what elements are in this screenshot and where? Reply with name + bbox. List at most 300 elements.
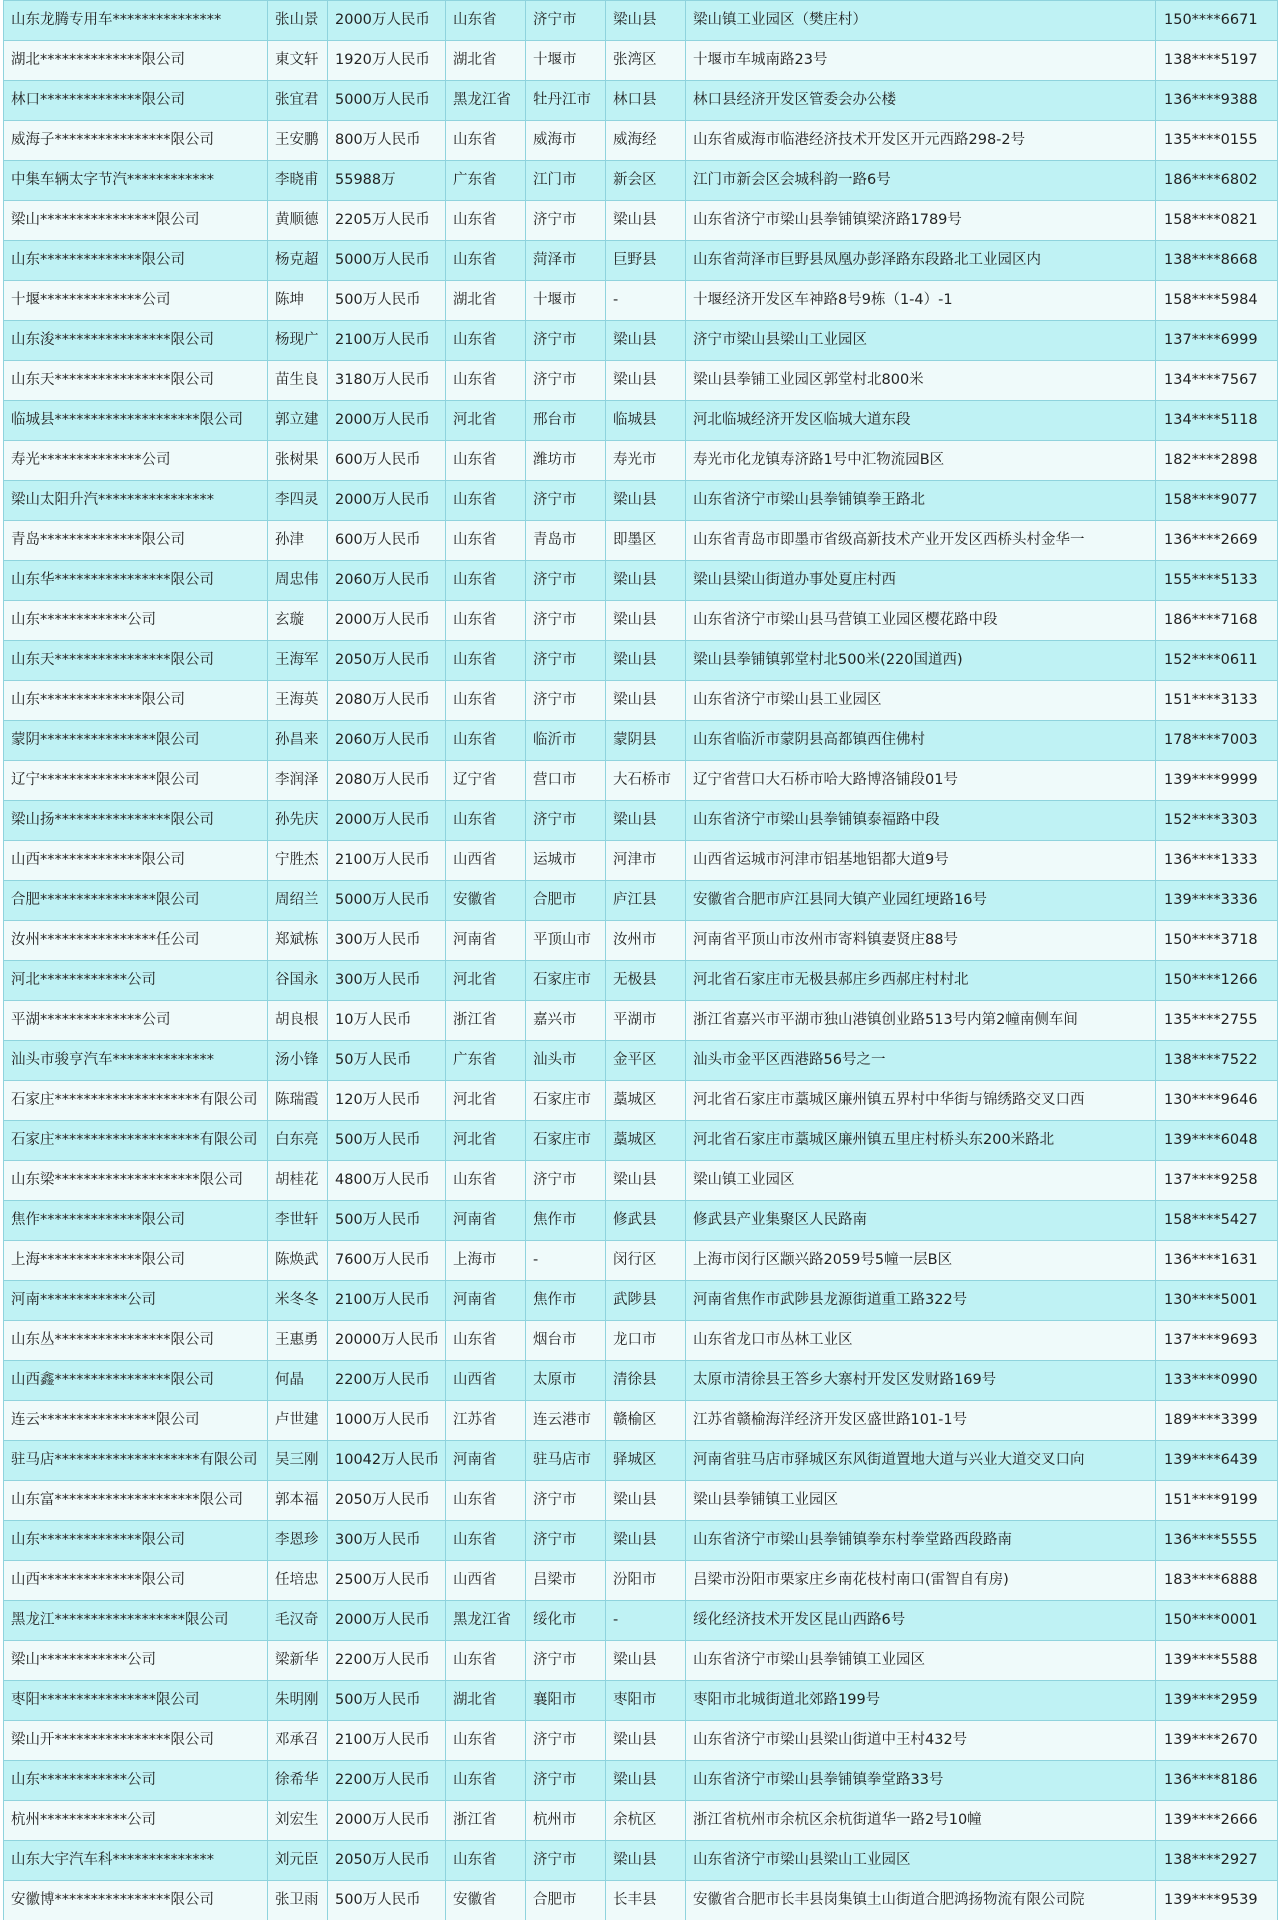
legal-rep-cell: 杨现广 bbox=[268, 321, 328, 361]
city-cell: 济宁市 bbox=[526, 1521, 606, 1561]
province-cell: 山东省 bbox=[446, 601, 526, 641]
table-row bbox=[4, 1801, 1278, 1841]
table-row bbox=[4, 241, 1278, 281]
province-cell: 山东省 bbox=[446, 1641, 526, 1681]
city-cell: 襄阳市 bbox=[526, 1681, 606, 1721]
district-cell: 蒙阴县 bbox=[606, 721, 686, 761]
registered-capital-cell: 2000万人民币 bbox=[328, 801, 446, 841]
province-cell: 山东省 bbox=[446, 121, 526, 161]
phone-cell: 139****6439 bbox=[1156, 1441, 1278, 1481]
address-cell: 江苏省赣榆海洋经济开发区盛世路101-1号 bbox=[686, 1401, 1156, 1441]
company-name-cell: 山东**************限公司 bbox=[4, 681, 268, 721]
legal-rep-cell: 陈焕武 bbox=[268, 1241, 328, 1281]
registered-capital-cell: 2060万人民币 bbox=[328, 561, 446, 601]
registered-capital-cell: 2060万人民币 bbox=[328, 721, 446, 761]
address-cell: 河北省石家庄市无极县郝庄乡西郝庄村村北 bbox=[686, 961, 1156, 1001]
district-cell: 清徐县 bbox=[606, 1361, 686, 1401]
address-cell: 山东省青岛市即墨市省级高新技术产业开发区西桥头村金华一 bbox=[686, 521, 1156, 561]
phone-cell: 152****0611 bbox=[1156, 641, 1278, 681]
province-cell: 山东省 bbox=[446, 561, 526, 601]
legal-rep-cell: 朱明刚 bbox=[268, 1681, 328, 1721]
registered-capital-cell: 2200万人民币 bbox=[328, 1761, 446, 1801]
company-name-cell: 连云****************限公司 bbox=[4, 1401, 268, 1441]
company-name-cell: 山东丛****************限公司 bbox=[4, 1321, 268, 1361]
table-row bbox=[4, 81, 1278, 121]
table-row bbox=[4, 1081, 1278, 1121]
address-cell: 河南省焦作市武陟县龙源街道重工路322号 bbox=[686, 1281, 1156, 1321]
phone-cell: 134****7567 bbox=[1156, 361, 1278, 401]
address-cell: 山西省运城市河津市铝基地铝都大道9号 bbox=[686, 841, 1156, 881]
address-cell: 河北省石家庄市藁城区廉州镇五里庄村桥头东200米路北 bbox=[686, 1121, 1156, 1161]
district-cell: 梁山县 bbox=[606, 1761, 686, 1801]
legal-rep-cell: 吴三刚 bbox=[268, 1441, 328, 1481]
city-cell: 驻马店市 bbox=[526, 1441, 606, 1481]
phone-cell: 158****0821 bbox=[1156, 201, 1278, 241]
phone-cell: 158****5984 bbox=[1156, 281, 1278, 321]
company-name-cell: 石家庄********************有限公司 bbox=[4, 1121, 268, 1161]
address-cell: 山东省临沂市蒙阴县高都镇西住佛村 bbox=[686, 721, 1156, 761]
legal-rep-cell: 汤小锋 bbox=[268, 1041, 328, 1081]
legal-rep-cell: 张树果 bbox=[268, 441, 328, 481]
table-row bbox=[4, 161, 1278, 201]
city-cell: 平顶山市 bbox=[526, 921, 606, 961]
table-row bbox=[4, 41, 1278, 81]
city-cell: 十堰市 bbox=[526, 41, 606, 81]
legal-rep-cell: 東文轩 bbox=[268, 41, 328, 81]
registered-capital-cell: 1920万人民币 bbox=[328, 41, 446, 81]
city-cell: 菏泽市 bbox=[526, 241, 606, 281]
district-cell: 汝州市 bbox=[606, 921, 686, 961]
legal-rep-cell: 孙昌来 bbox=[268, 721, 328, 761]
province-cell: 河北省 bbox=[446, 401, 526, 441]
address-cell: 安徽省合肥市长丰县岗集镇土山街道合肥鸿扬物流有限公司院 bbox=[686, 1881, 1156, 1920]
company-name-cell: 中集车辆太字节汽************ bbox=[4, 161, 268, 201]
legal-rep-cell: 米冬冬 bbox=[268, 1281, 328, 1321]
phone-cell: 138****7522 bbox=[1156, 1041, 1278, 1081]
company-name-cell: 上海**************限公司 bbox=[4, 1241, 268, 1281]
legal-rep-cell: 张卫雨 bbox=[268, 1881, 328, 1920]
city-cell: 济宁市 bbox=[526, 601, 606, 641]
table-row bbox=[4, 481, 1278, 521]
province-cell: 山东省 bbox=[446, 321, 526, 361]
address-cell: 上海市闵行区颛兴路2059号5幢一层B区 bbox=[686, 1241, 1156, 1281]
province-cell: 河南省 bbox=[446, 1281, 526, 1321]
registered-capital-cell: 500万人民币 bbox=[328, 1121, 446, 1161]
province-cell: 山东省 bbox=[446, 241, 526, 281]
district-cell: 武陟县 bbox=[606, 1281, 686, 1321]
legal-rep-cell: 李四灵 bbox=[268, 481, 328, 521]
company-name-cell: 安徽博****************限公司 bbox=[4, 1881, 268, 1920]
table-row bbox=[4, 841, 1278, 881]
legal-rep-cell: 徐希华 bbox=[268, 1761, 328, 1801]
phone-cell: 151****9199 bbox=[1156, 1481, 1278, 1521]
phone-cell: 136****8186 bbox=[1156, 1761, 1278, 1801]
registered-capital-cell: 3180万人民币 bbox=[328, 361, 446, 401]
table-body bbox=[4, 1, 1278, 1920]
address-cell: 梁山县梁山街道办事处夏庄村西 bbox=[686, 561, 1156, 601]
province-cell: 山东省 bbox=[446, 521, 526, 561]
registered-capital-cell: 55988万 bbox=[328, 161, 446, 201]
table-row bbox=[4, 1681, 1278, 1721]
address-cell: 辽宁省营口大石桥市哈大路博洛铺段01号 bbox=[686, 761, 1156, 801]
company-name-cell: 青岛**************限公司 bbox=[4, 521, 268, 561]
table-row bbox=[4, 1561, 1278, 1601]
city-cell: 济宁市 bbox=[526, 1161, 606, 1201]
table-row bbox=[4, 321, 1278, 361]
registered-capital-cell: 2205万人民币 bbox=[328, 201, 446, 241]
table-row bbox=[4, 681, 1278, 721]
registered-capital-cell: 2500万人民币 bbox=[328, 1561, 446, 1601]
address-cell: 山东省济宁市梁山县梁山街道中王村432号 bbox=[686, 1721, 1156, 1761]
table-row bbox=[4, 1361, 1278, 1401]
province-cell: 山西省 bbox=[446, 1361, 526, 1401]
company-name-cell: 林口**************限公司 bbox=[4, 81, 268, 121]
company-name-cell: 寿光**************公司 bbox=[4, 441, 268, 481]
legal-rep-cell: 陈坤 bbox=[268, 281, 328, 321]
registered-capital-cell: 2000万人民币 bbox=[328, 601, 446, 641]
company-name-cell: 驻马店********************有限公司 bbox=[4, 1441, 268, 1481]
province-cell: 湖北省 bbox=[446, 41, 526, 81]
registered-capital-cell: 500万人民币 bbox=[328, 1681, 446, 1721]
company-name-cell: 山东梁********************限公司 bbox=[4, 1161, 268, 1201]
address-cell: 河北临城经济开发区临城大道东段 bbox=[686, 401, 1156, 441]
company-name-cell: 湖北**************限公司 bbox=[4, 41, 268, 81]
district-cell: 枣阳市 bbox=[606, 1681, 686, 1721]
province-cell: 河南省 bbox=[446, 921, 526, 961]
address-cell: 林口县经济开发区管委会办公楼 bbox=[686, 81, 1156, 121]
company-name-cell: 枣阳****************限公司 bbox=[4, 1681, 268, 1721]
province-cell: 山东省 bbox=[446, 441, 526, 481]
company-name-cell: 十堰**************公司 bbox=[4, 281, 268, 321]
table-row bbox=[4, 1201, 1278, 1241]
province-cell: 山东省 bbox=[446, 641, 526, 681]
province-cell: 山西省 bbox=[446, 1561, 526, 1601]
province-cell: 河北省 bbox=[446, 1121, 526, 1161]
phone-cell: 137****9258 bbox=[1156, 1161, 1278, 1201]
phone-cell: 158****5427 bbox=[1156, 1201, 1278, 1241]
province-cell: 山东省 bbox=[446, 801, 526, 841]
city-cell: 杭州市 bbox=[526, 1801, 606, 1841]
city-cell: 江门市 bbox=[526, 161, 606, 201]
city-cell: 济宁市 bbox=[526, 1641, 606, 1681]
registered-capital-cell: 2200万人民币 bbox=[328, 1641, 446, 1681]
registered-capital-cell: 2100万人民币 bbox=[328, 1281, 446, 1321]
phone-cell: 186****6802 bbox=[1156, 161, 1278, 201]
city-cell: 济宁市 bbox=[526, 481, 606, 521]
city-cell: 济宁市 bbox=[526, 1481, 606, 1521]
registered-capital-cell: 10万人民币 bbox=[328, 1001, 446, 1041]
phone-cell: 136****5555 bbox=[1156, 1521, 1278, 1561]
address-cell: 梁山县拳铺镇郭堂村北500米(220国道西) bbox=[686, 641, 1156, 681]
table-row bbox=[4, 1761, 1278, 1801]
company-name-cell: 梁山****************限公司 bbox=[4, 201, 268, 241]
district-cell: - bbox=[606, 1601, 686, 1641]
district-cell: 梁山县 bbox=[606, 481, 686, 521]
phone-cell: 135****0155 bbox=[1156, 121, 1278, 161]
registered-capital-cell: 10042万人民币 bbox=[328, 1441, 446, 1481]
registered-capital-cell: 7600万人民币 bbox=[328, 1241, 446, 1281]
district-cell: 梁山县 bbox=[606, 681, 686, 721]
province-cell: 河北省 bbox=[446, 1081, 526, 1121]
province-cell: 山东省 bbox=[446, 481, 526, 521]
city-cell: 石家庄市 bbox=[526, 1121, 606, 1161]
address-cell: 山东省济宁市梁山县拳铺镇拳东村拳堂路西段路南 bbox=[686, 1521, 1156, 1561]
district-cell: 庐江县 bbox=[606, 881, 686, 921]
legal-rep-cell: 梁新华 bbox=[268, 1641, 328, 1681]
district-cell: 藁城区 bbox=[606, 1081, 686, 1121]
phone-cell: 183****6888 bbox=[1156, 1561, 1278, 1601]
legal-rep-cell: 郭本福 bbox=[268, 1481, 328, 1521]
city-cell: 石家庄市 bbox=[526, 961, 606, 1001]
district-cell: 平湖市 bbox=[606, 1001, 686, 1041]
legal-rep-cell: 孙津 bbox=[268, 521, 328, 561]
address-cell: 河北省石家庄市藁城区廉州镇五界村中华街与锦绣路交叉口西 bbox=[686, 1081, 1156, 1121]
district-cell: 梁山县 bbox=[606, 1161, 686, 1201]
table-row bbox=[4, 1601, 1278, 1641]
city-cell: 焦作市 bbox=[526, 1201, 606, 1241]
company-name-cell: 山西**************限公司 bbox=[4, 841, 268, 881]
legal-rep-cell: 白东亮 bbox=[268, 1121, 328, 1161]
phone-cell: 136****2669 bbox=[1156, 521, 1278, 561]
table-row bbox=[4, 721, 1278, 761]
registered-capital-cell: 300万人民币 bbox=[328, 961, 446, 1001]
table-row bbox=[4, 1121, 1278, 1161]
phone-cell: 137****6999 bbox=[1156, 321, 1278, 361]
district-cell: - bbox=[606, 281, 686, 321]
company-name-cell: 山西鑫****************限公司 bbox=[4, 1361, 268, 1401]
legal-rep-cell: 玄璇 bbox=[268, 601, 328, 641]
legal-rep-cell: 李恩珍 bbox=[268, 1521, 328, 1561]
company-name-cell: 黑龙江******************限公司 bbox=[4, 1601, 268, 1641]
province-cell: 山东省 bbox=[446, 681, 526, 721]
company-name-cell: 焦作**************限公司 bbox=[4, 1201, 268, 1241]
province-cell: 山东省 bbox=[446, 361, 526, 401]
province-cell: 山西省 bbox=[446, 841, 526, 881]
company-name-cell: 梁山开****************限公司 bbox=[4, 1721, 268, 1761]
address-cell: 山东省济宁市梁山县梁山工业园区 bbox=[686, 1841, 1156, 1881]
city-cell: 吕梁市 bbox=[526, 1561, 606, 1601]
phone-cell: 139****6048 bbox=[1156, 1121, 1278, 1161]
phone-cell: 152****3303 bbox=[1156, 801, 1278, 841]
registered-capital-cell: 2050万人民币 bbox=[328, 1841, 446, 1881]
table-row bbox=[4, 121, 1278, 161]
address-cell: 安徽省合肥市庐江县同大镇产业园红埂路16号 bbox=[686, 881, 1156, 921]
table-row bbox=[4, 801, 1278, 841]
table-row bbox=[4, 1001, 1278, 1041]
legal-rep-cell: 任培忠 bbox=[268, 1561, 328, 1601]
province-cell: 山东省 bbox=[446, 1521, 526, 1561]
company-table bbox=[3, 0, 1278, 1920]
registered-capital-cell: 20000万人民币 bbox=[328, 1321, 446, 1361]
phone-cell: 138****8668 bbox=[1156, 241, 1278, 281]
registered-capital-cell: 300万人民币 bbox=[328, 1521, 446, 1561]
table-row bbox=[4, 201, 1278, 241]
district-cell: 余杭区 bbox=[606, 1801, 686, 1841]
city-cell: 济宁市 bbox=[526, 1, 606, 41]
province-cell: 广东省 bbox=[446, 161, 526, 201]
city-cell: 济宁市 bbox=[526, 1721, 606, 1761]
address-cell: 寿光市化龙镇寿济路1号中汇物流园B区 bbox=[686, 441, 1156, 481]
district-cell: 驿城区 bbox=[606, 1441, 686, 1481]
legal-rep-cell: 李世轩 bbox=[268, 1201, 328, 1241]
address-cell: 汕头市金平区西港路56号之一 bbox=[686, 1041, 1156, 1081]
district-cell: 梁山县 bbox=[606, 1841, 686, 1881]
legal-rep-cell: 孙先庆 bbox=[268, 801, 328, 841]
legal-rep-cell: 胡桂花 bbox=[268, 1161, 328, 1201]
province-cell: 山东省 bbox=[446, 1, 526, 41]
city-cell: 邢台市 bbox=[526, 401, 606, 441]
legal-rep-cell: 张山景 bbox=[268, 1, 328, 41]
registered-capital-cell: 2100万人民币 bbox=[328, 1721, 446, 1761]
province-cell: 湖北省 bbox=[446, 1681, 526, 1721]
city-cell: 合肥市 bbox=[526, 1881, 606, 1920]
province-cell: 山东省 bbox=[446, 1161, 526, 1201]
registered-capital-cell: 120万人民币 bbox=[328, 1081, 446, 1121]
legal-rep-cell: 卢世建 bbox=[268, 1401, 328, 1441]
phone-cell: 133****0990 bbox=[1156, 1361, 1278, 1401]
table-row bbox=[4, 761, 1278, 801]
district-cell: 新会区 bbox=[606, 161, 686, 201]
district-cell: 金平区 bbox=[606, 1041, 686, 1081]
phone-cell: 138****2927 bbox=[1156, 1841, 1278, 1881]
city-cell: 石家庄市 bbox=[526, 1081, 606, 1121]
phone-cell: 182****2898 bbox=[1156, 441, 1278, 481]
address-cell: 山东省济宁市梁山县拳铺镇工业园区 bbox=[686, 1641, 1156, 1681]
registered-capital-cell: 2080万人民币 bbox=[328, 761, 446, 801]
company-name-cell: 山东************公司 bbox=[4, 601, 268, 641]
table-row bbox=[4, 921, 1278, 961]
city-cell: 济宁市 bbox=[526, 641, 606, 681]
table-row bbox=[4, 1401, 1278, 1441]
table-row bbox=[4, 1321, 1278, 1361]
address-cell: 十堰市车城南路23号 bbox=[686, 41, 1156, 81]
company-name-cell: 梁山扬****************限公司 bbox=[4, 801, 268, 841]
registered-capital-cell: 5000万人民币 bbox=[328, 881, 446, 921]
registered-capital-cell: 2000万人民币 bbox=[328, 1601, 446, 1641]
district-cell: 龙口市 bbox=[606, 1321, 686, 1361]
company-name-cell: 梁山太阳升汽**************** bbox=[4, 481, 268, 521]
province-cell: 上海市 bbox=[446, 1241, 526, 1281]
company-name-cell: 梁山************公司 bbox=[4, 1641, 268, 1681]
province-cell: 山东省 bbox=[446, 721, 526, 761]
phone-cell: 158****9077 bbox=[1156, 481, 1278, 521]
company-name-cell: 山东**************限公司 bbox=[4, 241, 268, 281]
city-cell: 十堰市 bbox=[526, 281, 606, 321]
registered-capital-cell: 2050万人民币 bbox=[328, 1481, 446, 1521]
province-cell: 广东省 bbox=[446, 1041, 526, 1081]
address-cell: 山东省济宁市梁山县拳铺镇梁济路1789号 bbox=[686, 201, 1156, 241]
district-cell: 河津市 bbox=[606, 841, 686, 881]
phone-cell: 136****9388 bbox=[1156, 81, 1278, 121]
table-row bbox=[4, 281, 1278, 321]
phone-cell: 150****6671 bbox=[1156, 1, 1278, 41]
table-row bbox=[4, 1841, 1278, 1881]
registered-capital-cell: 500万人民币 bbox=[328, 1201, 446, 1241]
registered-capital-cell: 600万人民币 bbox=[328, 441, 446, 481]
legal-rep-cell: 郭立建 bbox=[268, 401, 328, 441]
registered-capital-cell: 500万人民币 bbox=[328, 1881, 446, 1920]
district-cell: 寿光市 bbox=[606, 441, 686, 481]
phone-cell: 130****9646 bbox=[1156, 1081, 1278, 1121]
table-row bbox=[4, 641, 1278, 681]
phone-cell: 178****7003 bbox=[1156, 721, 1278, 761]
company-name-cell: 山西**************限公司 bbox=[4, 1561, 268, 1601]
province-cell: 山东省 bbox=[446, 201, 526, 241]
company-name-cell: 汕头市骏亨汽车************** bbox=[4, 1041, 268, 1081]
registered-capital-cell: 2000万人民币 bbox=[328, 401, 446, 441]
district-cell: 汾阳市 bbox=[606, 1561, 686, 1601]
address-cell: 河南省平顶山市汝州市寄料镇妻贤庄88号 bbox=[686, 921, 1156, 961]
company-name-cell: 山东华****************限公司 bbox=[4, 561, 268, 601]
legal-rep-cell: 王海军 bbox=[268, 641, 328, 681]
city-cell: 济宁市 bbox=[526, 1761, 606, 1801]
company-name-cell: 河北************公司 bbox=[4, 961, 268, 1001]
company-name-cell: 汝州****************任公司 bbox=[4, 921, 268, 961]
legal-rep-cell: 杨克超 bbox=[268, 241, 328, 281]
legal-rep-cell: 苗生良 bbox=[268, 361, 328, 401]
province-cell: 山东省 bbox=[446, 1481, 526, 1521]
phone-cell: 130****5001 bbox=[1156, 1281, 1278, 1321]
registered-capital-cell: 2100万人民币 bbox=[328, 841, 446, 881]
table-row bbox=[4, 521, 1278, 561]
registered-capital-cell: 2000万人民币 bbox=[328, 1, 446, 41]
city-cell: 绥化市 bbox=[526, 1601, 606, 1641]
phone-cell: 137****9693 bbox=[1156, 1321, 1278, 1361]
district-cell: 梁山县 bbox=[606, 1, 686, 41]
phone-cell: 150****3718 bbox=[1156, 921, 1278, 961]
district-cell: 梁山县 bbox=[606, 361, 686, 401]
province-cell: 黑龙江省 bbox=[446, 1601, 526, 1641]
district-cell: 无极县 bbox=[606, 961, 686, 1001]
province-cell: 河南省 bbox=[446, 1441, 526, 1481]
address-cell: 十堰经济开发区车神路8号9栋（1-4）-1 bbox=[686, 281, 1156, 321]
district-cell: 梁山县 bbox=[606, 601, 686, 641]
table-row bbox=[4, 961, 1278, 1001]
registered-capital-cell: 50万人民币 bbox=[328, 1041, 446, 1081]
company-name-cell: 山东天****************限公司 bbox=[4, 361, 268, 401]
province-cell: 黑龙江省 bbox=[446, 81, 526, 121]
province-cell: 辽宁省 bbox=[446, 761, 526, 801]
table-row bbox=[4, 361, 1278, 401]
address-cell: 山东省济宁市梁山县工业园区 bbox=[686, 681, 1156, 721]
city-cell: 威海市 bbox=[526, 121, 606, 161]
company-name-cell: 辽宁****************限公司 bbox=[4, 761, 268, 801]
district-cell: 闵行区 bbox=[606, 1241, 686, 1281]
table-row bbox=[4, 1521, 1278, 1561]
table-row bbox=[4, 1641, 1278, 1681]
phone-cell: 134****5118 bbox=[1156, 401, 1278, 441]
province-cell: 江苏省 bbox=[446, 1401, 526, 1441]
table-row bbox=[4, 401, 1278, 441]
legal-rep-cell: 周绍兰 bbox=[268, 881, 328, 921]
district-cell: 梁山县 bbox=[606, 201, 686, 241]
province-cell: 河南省 bbox=[446, 1201, 526, 1241]
address-cell: 枣阳市北城街道北郊路199号 bbox=[686, 1681, 1156, 1721]
address-cell: 山东省菏泽市巨野县凤凰办彭泽路东段路北工业园区内 bbox=[686, 241, 1156, 281]
province-cell: 湖北省 bbox=[446, 281, 526, 321]
city-cell: 济宁市 bbox=[526, 361, 606, 401]
phone-cell: 136****1333 bbox=[1156, 841, 1278, 881]
address-cell: 山东省济宁市梁山县拳铺镇泰福路中段 bbox=[686, 801, 1156, 841]
province-cell: 浙江省 bbox=[446, 1801, 526, 1841]
province-cell: 山东省 bbox=[446, 1721, 526, 1761]
company-name-cell: 山东大宇汽车科************** bbox=[4, 1841, 268, 1881]
address-cell: 江门市新会区会城科韵一路6号 bbox=[686, 161, 1156, 201]
phone-cell: 138****5197 bbox=[1156, 41, 1278, 81]
company-name-cell: 蒙阴****************限公司 bbox=[4, 721, 268, 761]
phone-cell: 139****3336 bbox=[1156, 881, 1278, 921]
legal-rep-cell: 黄顺德 bbox=[268, 201, 328, 241]
